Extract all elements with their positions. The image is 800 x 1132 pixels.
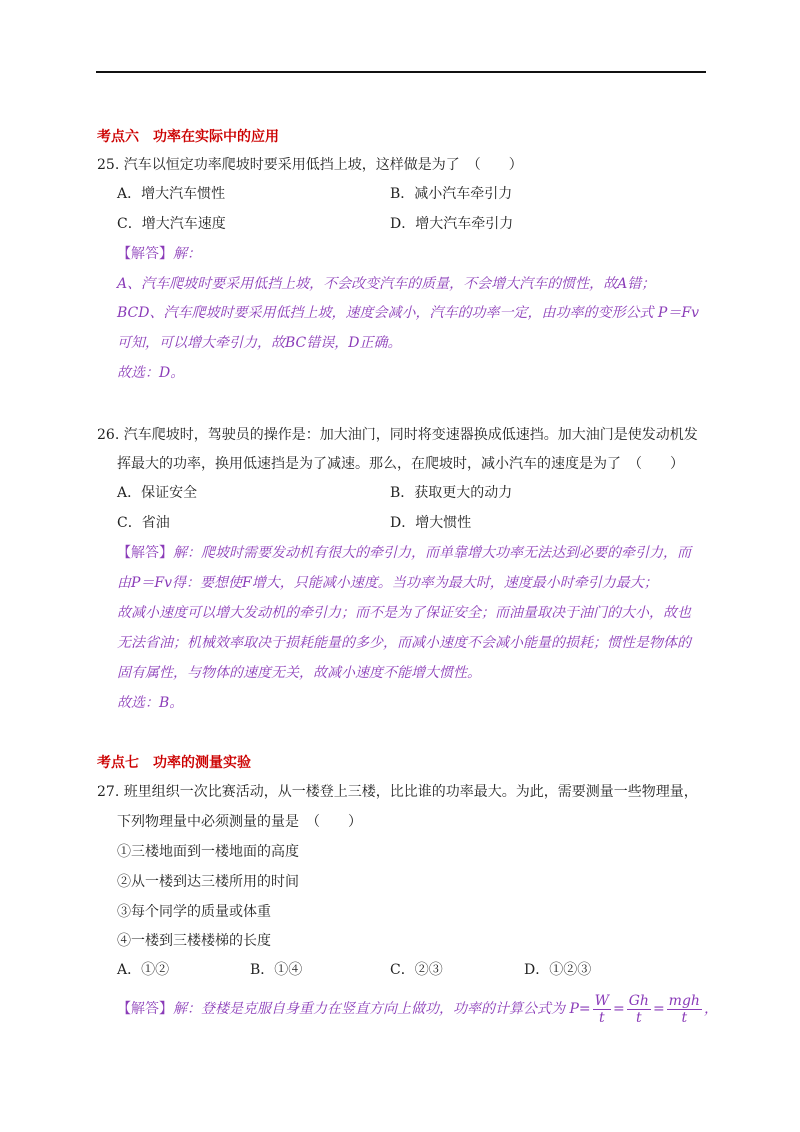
question-text: 班里组织一次比赛活动，从一楼登上三楼，比比谁的功率最大。为此，需要测量一些物理量， (123, 784, 698, 800)
section-heading-7 (97, 753, 251, 773)
answer-line: 固有属性，与物体的速度无关，故减小速度不能增大惯性。 (117, 665, 481, 681)
question-text: 下列物理量中必须测量的量是 （ ） (117, 814, 362, 830)
option-d: D．增大惯性 (390, 515, 472, 531)
answer-tag: 【解答】 (117, 246, 173, 262)
answer-tag: 【解答】 (117, 545, 173, 561)
answer-lead: 解：爬坡时需要发动机有很大的牵引力，而单靠增大功率无法达到必要的牵引力，而 (173, 545, 691, 561)
question-number: 27. (97, 784, 120, 800)
answer-line: 可知，可以增大牵引力，故BC错误，D正确。 (117, 335, 402, 351)
measure-item: ③每个同学的质量或体重 (117, 904, 271, 920)
question-text: 挥最大的功率，换用低速挡是为了减速。那么，在爬坡时，减小汽车的速度是为了 （ ） (117, 456, 684, 472)
measure-item: ④一楼到三楼楼梯的长度 (117, 933, 271, 949)
section-label: 考点七 (97, 755, 139, 771)
equals-sign: = (652, 1001, 665, 1017)
section-title: 功率的测量实验 (153, 755, 251, 771)
answer-lead: 解： (173, 246, 201, 262)
power-fraction-mgh (667, 993, 702, 1026)
option-c: C．增大汽车速度 (117, 216, 226, 232)
measure-item: ①三楼地面到一楼地面的高度 (117, 844, 299, 860)
header-rule (96, 71, 706, 73)
answer-line: BCD、汽车爬坡时要采用低挡上坡，速度会减小，汽车的功率一定，由功率的变形公式 P＝Fv (117, 305, 699, 321)
question-27-stem (97, 782, 698, 802)
option-a: A．保证安全 (117, 485, 198, 501)
numerator: W (594, 992, 609, 1009)
measure-item: ②从一楼到达三楼所用的时间 (117, 874, 299, 890)
equals-sign: = (613, 1001, 625, 1017)
numerator: mgh (668, 992, 700, 1009)
answer-line: 故减小速度可以增大发动机的牵引力；而不是为了保证安全；而油量取决于油门的大小，故也 (117, 605, 691, 621)
question-26-stem (97, 425, 698, 445)
option-c: C．②③ (390, 962, 443, 978)
question-number: 26. (97, 427, 120, 443)
answer-choice: 故选：B。 (117, 695, 184, 711)
option-b: B．①④ (250, 962, 303, 978)
answer-with-formula (117, 992, 718, 1026)
denominator: t (681, 1009, 688, 1026)
answer-lead: 解：登楼是克服自身重力在竖直方向上做功，功率的计算公式为 P= (173, 1001, 591, 1017)
answer-heading (117, 244, 201, 264)
answer-choice: 故选：D。 (117, 365, 185, 381)
section-label: 考点六 (97, 129, 139, 145)
answer-line: A、汽车爬坡时要采用低挡上坡，不会改变汽车的质量，不会增大汽车的惯性，故A错； (117, 276, 656, 292)
option-b: B．获取更大的动力 (390, 485, 513, 501)
answer-tag: 【解答】 (117, 1001, 173, 1017)
option-b: B．减小汽车牵引力 (390, 186, 513, 202)
question-25-stem (97, 155, 523, 175)
answer-heading (117, 543, 691, 563)
question-text: 汽车以恒定功率爬坡时要采用低挡上坡，这样做是为了 （ ） (123, 157, 523, 173)
option-a: A．增大汽车惯性 (117, 186, 226, 202)
answer-line: 无法省油；机械效率取决于损耗能量的多少，而减小速度不会减小能量的损耗；惯性是物体的 (117, 635, 691, 651)
power-fraction-gh (627, 993, 651, 1026)
section-title: 功率在实际中的应用 (153, 129, 279, 145)
question-text: 汽车爬坡时，驾驶员的操作是：加大油门，同时将变速器换成低速挡。加大油门是使发动机发 (123, 427, 698, 443)
numerator: Gh (628, 992, 649, 1009)
option-d: D．①②③ (524, 962, 592, 978)
denominator: t (598, 1009, 605, 1026)
section-heading-6 (97, 127, 279, 147)
formula-comma: ， (703, 1001, 718, 1017)
denominator: t (636, 1009, 642, 1026)
answer-line: 由P＝Fv得：要想使F增大，只能减小速度。当功率为最大时，速度最小时牵引力最大； (117, 575, 658, 591)
power-fraction-work (593, 993, 611, 1026)
option-a: A．①② (117, 962, 170, 978)
question-number: 25. (97, 157, 120, 173)
option-d: D．增大汽车牵引力 (390, 216, 514, 232)
option-c: C．省油 (117, 515, 170, 531)
